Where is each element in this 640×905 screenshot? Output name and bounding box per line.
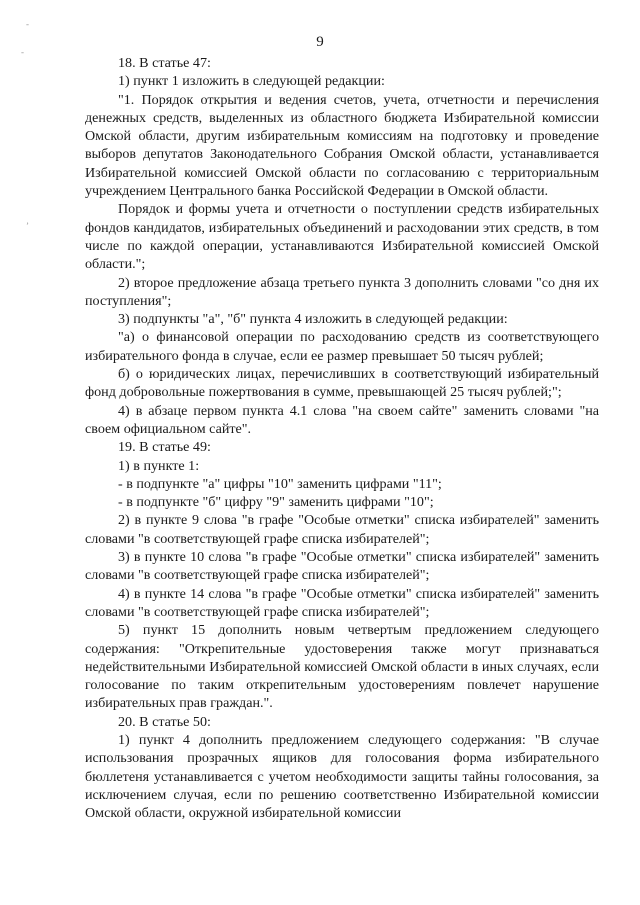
margin-mark: ’ [26,221,29,231]
paragraph: 4) в абзаце первом пункта 4.1 слова "на своем сайте" заменить словами "на своем официальном сайте". [85,402,599,437]
paragraph: 2) второе предложение абзаца третьего пункта 3 дополнить словами "со дня их поступления"; [85,274,599,309]
paragraph: 3) подпункты "а", "б" пункта 4 изложить в следующей редакции: [118,311,508,328]
paragraph: 1) пункт 4 дополнить предложением следующего содержания: "В случае использования прозрачных ящиков для голосования форма избирательного бюллетеня устанавливается с учетом необходимости защиты тайны голосования, за исключением случая, если по решению соответственно Избирательной комиссии Омской области, окружной избирательной комиссии [85,731,599,822]
section-heading: 19. В статье 49: [118,439,211,456]
section-heading: 20. В статье 50: [118,713,211,730]
section-heading: 18. В статье 47: [118,55,211,71]
paragraph: 3) в пункте 10 слова "в графе "Особые отметки" списка избирателей" заменить словами "в соответствующей графе списка избирателей"; [85,549,599,584]
document-body [85,54,599,822]
quoted-paragraph: "1. Порядок открытия и ведения счетов, учета, отчетности и перечисления денежных средств, выделенных из областного бюджета Избирательной комиссии Омской области, другим избирательным комиссиям на подготовку и проведение выборов депутатов Законодательного Собрания Омской области, устанавливается Избирательной комиссией Омской области по согласованию с территориальным учреждением Центрального банка Российской Федерации в Омской области. [85,91,599,200]
paragraph: 5) пункт 15 дополнить новым четвертым предложением следующего содержания: "Открепительные удостоверения также могут признаваться недействительными Избирательной комиссией Омской области в иных случаях, если голосование по таким открепительным удостоверениям повлечет нарушение избирательных прав граждан.". [85,622,599,712]
page-number: 9 [316,34,324,50]
paragraph: 1) пункт 1 изложить в следующей редакции: [118,73,385,90]
paragraph: 2) в пункте 9 слова "в графе "Особые отметки" списка избирателей" заменить словами "в соответствующей графе списка избирателей"; [85,512,599,547]
paragraph: - в подпункте "а" цифры "10" заменить цифрами "11"; [118,475,442,492]
paragraph: - в подпункте "б" цифру "9" заменить цифрами "10"; [118,494,434,511]
quoted-paragraph: "а) о финансовой операции по расходованию средств из соответствующего избирательного фонда в случае, если ее размер превышает 50 тысяч рублей; [85,329,599,364]
quoted-paragraph: б) о юридических лицах, перечисливших в соответствующий избирательный фонд добровольные пожертвования в сумме, превышающей 25 тысяч рублей;"; [85,366,599,401]
quoted-paragraph: Порядок и формы учета и отчетности о поступлении средств избирательных фондов кандидатов, избирательных объединений и расходовании этих средств, в том числе по каждой операции, устанавливаются Избирательной комиссией Омской области."; [85,201,599,273]
margin-mark: - [26,19,29,29]
paragraph: 1) в пункте 1: [118,457,200,474]
margin-mark: - [21,47,24,57]
paragraph: 4) в пункте 14 слова "в графе "Особые отметки" списка избирателей" заменить словами "в соответствующей графе списка избирателей"; [85,585,599,620]
